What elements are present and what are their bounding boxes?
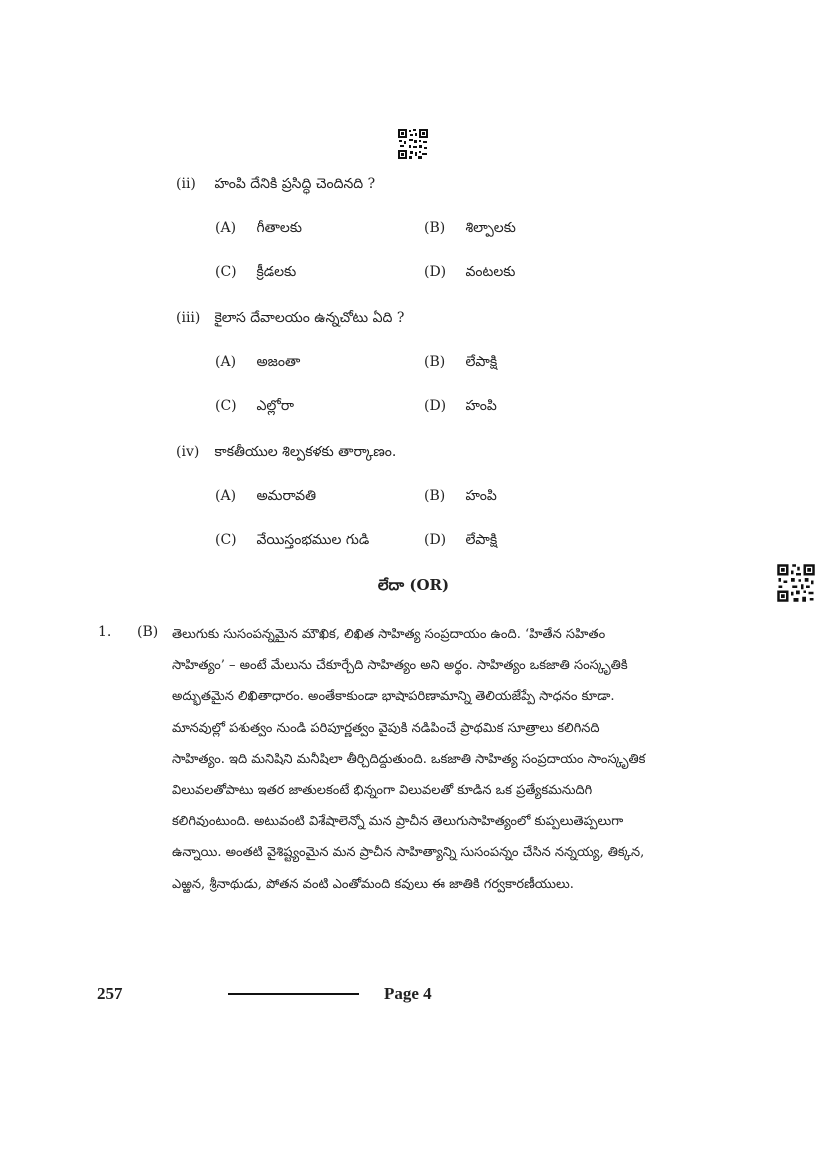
option-b (424, 220, 516, 239)
question-text: కాకతీయుల శిల్పకళకు తార్కాణం. (214, 444, 397, 460)
option-label: (A) (215, 220, 237, 236)
option-b (424, 488, 497, 507)
option-a (215, 220, 302, 239)
question-text: కైలాస దేవాలయం ఉన్నచోటు ఏది ? (214, 310, 405, 326)
qr-code-icon (397, 128, 429, 160)
option-text: గీతాలకు (256, 220, 302, 236)
passage-line: తెలుగుకు సుసంపన్నమైన మౌఖిక, లిఖిత సాహిత్య సంప్రదాయం ఉంది. ‘హితేన సహితం (172, 627, 606, 642)
option-text: లేపాక్షి (465, 354, 498, 370)
passage-label: (B) (137, 624, 159, 640)
option-text: వంటలకు (465, 264, 516, 280)
question-iv (176, 444, 396, 463)
option-label: (D) (424, 398, 447, 414)
option-label: (B) (424, 488, 446, 504)
passage-line: కలిగివుంటుంది. అటువంటి విశేషాలెన్నో మన ప్రాచీన తెలుగుసాహిత్యంలో కుప్పలుతెప్పలుగా (172, 814, 624, 830)
option-d (424, 398, 497, 417)
or-heading: లేదా (OR) (377, 576, 450, 594)
option-text: ఎల్లోరా (256, 398, 294, 414)
option-c (215, 264, 296, 283)
option-label: (B) (424, 354, 446, 370)
option-label: (C) (215, 398, 237, 414)
option-d (424, 264, 515, 283)
option-label: (B) (424, 220, 446, 236)
question-number: (ii) (176, 176, 196, 192)
option-label: (C) (215, 532, 237, 548)
option-label: (D) (424, 532, 447, 548)
passage-number: 1. (98, 624, 112, 640)
option-a (215, 354, 300, 373)
option-a (215, 488, 316, 507)
passage-line: సాహిత్యం’ – అంటే మేలును చేకూర్చేది సాహిత్యం అని అర్థం. సాహిత్యం ఒకజాతి సంస్కృతికి (172, 658, 628, 674)
footer-rule (228, 993, 359, 995)
option-text: శిల్పాలకు (465, 220, 516, 236)
option-c (215, 398, 294, 417)
option-label: (A) (215, 354, 237, 370)
question-iii (176, 310, 404, 329)
option-text: అజంతా (256, 354, 301, 370)
passage-line: సాహిత్యం. ఇది మనిషిని మనీషిలా తీర్చిదిద్దుతుంది. ఒకజాతి సాహిత్య సంప్రదాయం సాంస్కృతిక (172, 751, 646, 767)
question-number: (iv) (176, 444, 200, 460)
option-text: హంపి (465, 488, 497, 504)
option-text: క్రీడలకు (256, 264, 297, 280)
passage-body (172, 619, 690, 900)
page-number: Page 4 (384, 984, 432, 1003)
option-label: (D) (424, 264, 447, 280)
option-c (215, 532, 369, 551)
option-text: హంపి (465, 398, 497, 414)
option-text: వేయిస్తంభముల గుడి (256, 532, 370, 548)
passage-line: అద్భుతమైన లిఖితాధారం. అంతేకాకుండా భాషాపరిణామాన్ని తెలియజేప్పే సాధనం కూడా. (172, 689, 615, 705)
passage-line: ఉన్నాయి. అంతటి వైశిష్ట్యంమైన మన ప్రాచీన సాహిత్యాన్ని సుసంపన్నం చేసిన నన్నయ్య, తిక్కన, (172, 845, 645, 861)
passage-line: ఎఱ్ఱన, శ్రీనాథుడు, పోతన వంటి ఎంతోమంది కవులు ఈ జాతికి గర్వకారణీయులు. (172, 876, 574, 892)
option-text: అమరావతి (256, 488, 317, 504)
paper-code: 257 (97, 984, 123, 1003)
option-label: (A) (215, 488, 237, 504)
passage-line: మానవుల్లో పశుత్వం నుండి పరిపూర్ణత్వం వైపుకి నడిపించే ప్రాథమిక సూత్రాలు కలిగినది (172, 720, 600, 736)
option-b (424, 354, 497, 373)
option-text: లేపాక్షి (465, 532, 498, 548)
question-text: హంపి దేనికి ప్రసిద్ధి చెందినది ? (214, 176, 376, 192)
option-label: (C) (215, 264, 237, 280)
question-number: (iii) (176, 310, 201, 326)
question-ii (176, 176, 375, 195)
option-d (424, 532, 497, 551)
passage-line: విలువలతోపాటు ఇతర జాతులకంటే భిన్నంగా విలువలతో కూడిన ఒక ప్రత్యేకమనుదిగి (172, 783, 593, 799)
